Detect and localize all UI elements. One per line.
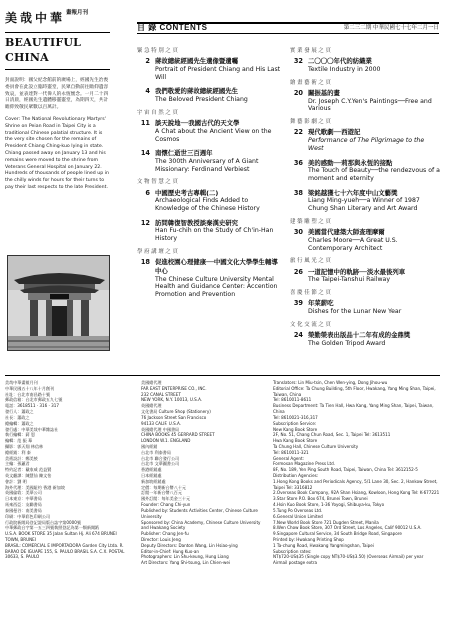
toc-page-number: 22 <box>293 128 303 137</box>
colophon-line: Editor-in-Chief: Hung Kuo-an <box>141 548 200 554</box>
toc-entry-text <box>308 228 440 252</box>
toc-page-number: 30 <box>293 228 303 237</box>
colophon-line: General Agent: <box>273 455 304 461</box>
toc-section-heading: 建 築 雕 塑 之 頁 <box>290 218 331 225</box>
toc-entry[interactable] <box>137 87 282 103</box>
toc-entry-title-zh: 南懷仁逝世三百週年 <box>155 149 213 158</box>
colophon-line: Subscription rates: <box>273 548 312 554</box>
colophon-line: Airmail postage extra <box>273 560 318 566</box>
colophon-line: 定價：每期新台幣八十元 <box>141 484 187 490</box>
colophon-line: Translators: Lin Miu-tsin, Chen Wen-ying, Dong Jihou-wu <box>273 380 388 385</box>
colophon-line: U.S.A. BOOK STORE 35 Jalan Sultan Hj. Ali 674 BRUNEI TOWN, BRUNEI <box>5 531 117 542</box>
toc-entry-text <box>308 159 440 183</box>
toc-entry-title-zh: 榮勤榮表出版品十二年有成的金鼎獎 <box>308 330 411 339</box>
colophon-line: 海外代理：美國紐約 香港 新加坡 <box>5 484 65 490</box>
toc-entry-title-en: The Chinese Culture University Mental Health and Guidance Center: Accention Promotion and Prevention <box>155 275 278 299</box>
toc-entry[interactable] <box>137 149 282 173</box>
colophon-line: 232 CANAL STREET <box>141 391 181 397</box>
colophon-line: Tel: 8610021-316,317 <box>273 414 318 420</box>
colophon-line: Photographers: Lin Shu-keung, Hung Liang <box>141 554 229 560</box>
toc-entry-text <box>155 87 248 103</box>
colophon-line: 印刷：中華彩色印刷公司 <box>5 513 51 519</box>
toc-entry-title-zh: 美國當代建築大師查理摩爾 <box>308 228 385 237</box>
toc-entry[interactable] <box>137 57 282 81</box>
colophon-line: Ta Chung Hall, Chinese Culture University <box>273 443 359 449</box>
toc-entry-title-en: Charles Moore──A Great U.S. Contemporary Architect <box>308 236 398 252</box>
toc-section-heading: 實 業 發 展 之 頁 <box>290 48 331 54</box>
colophon-line: Formosan Magazine Press Ltd. <box>273 461 336 467</box>
toc-section-heading: 文 化 交 流 之 頁 <box>290 321 331 328</box>
toc-entry-text <box>155 119 282 143</box>
masthead-title-zh: 美哉中華 <box>5 11 66 25</box>
toc-entry-text <box>308 57 381 73</box>
toc-page-number: 14 <box>140 149 150 158</box>
colophon-line: FAR EAST ENTERPRISE CO., INC. <box>141 385 207 391</box>
toc-section-heading: 喜 慶 佳 節 之 頁 <box>290 289 331 296</box>
colophon-line: 泰國曼谷：南美書局 <box>5 507 42 513</box>
colophon-line: 主編：孫蕙君 <box>5 461 30 467</box>
toc-entry-title-en: Dishes for the Lunar New Year <box>308 307 402 315</box>
toc-entry-text <box>155 258 282 299</box>
masthead-title-en: BEAUTIFUL CHINA <box>5 32 110 70</box>
toc-section-heading: 緊 急 特 別 之 頁 <box>137 48 178 54</box>
masthead <box>5 10 110 192</box>
cover-caption-en: Cover: The National Revolutionary Martyrs' Shrine on Peian Road in Taipei City is a traditional Chinese palatial structure. It is the very site chosen for the remains of President Chiang Ching-kuo lying in state. Chiang passed away on January 13 and his remains were moved to the shrine from Veterans General Hospital on January 22. Hundreds of thousands of people lined up in the chilly winds for hours for their turns to pay their last respects to the late President. <box>5 116 109 191</box>
toc-entry-title-zh: 年菜薪吃 <box>308 299 334 308</box>
toc-right-column <box>290 42 440 353</box>
toc-entry-title-en: The Golden Tripod Award <box>308 339 386 347</box>
toc-entry-title-zh: 中國歷史考古專輯(二) <box>155 188 219 197</box>
colophon-line: 中華郵政台字第一五三四號執照登記為第一類新聞紙 <box>5 525 100 531</box>
toc-entry-text <box>308 299 401 315</box>
toc-entry-title-en: Portrait of President Chiang and His Last Will <box>155 65 281 81</box>
colophon-line: 中華民國五十八年十月創刊 <box>5 385 55 391</box>
toc-page-number: 2 <box>145 57 150 66</box>
toc-entry-title-zh: 談天說地──我國古代的天文學 <box>155 119 240 128</box>
colophon-line: 郵政信箱：台北市郵政五九七號 <box>5 397 63 403</box>
toc-page-number: 39 <box>293 299 303 308</box>
toc-entry[interactable] <box>290 159 440 183</box>
toc-entry-text <box>155 189 282 213</box>
toc-entry[interactable] <box>137 258 282 299</box>
toc-entry-title-zh: 現代歌劇──西遊記 <box>308 128 361 137</box>
colophon-line: 發行人：蕭政之 <box>5 409 34 415</box>
colophon-line: Sponsored by: China Academy, Chinese Culture University and Hwakang Society <box>141 519 261 531</box>
colophon-line: 9.Singapore Cultural Service, 34 South Bridge Road, Singapore <box>273 531 402 537</box>
colophon-line: BRASIL: COMERCIAL E IMPORTADORA Garden City Ltda. R. BARAO DE IGUAPE 155, S. PAULO BRASIL S.A. C.X. POSTAL 30633, S. PAULO <box>5 542 125 560</box>
toc-entry-title-zh: 美的感動──莉那與永恆的接點 <box>308 158 393 167</box>
colophon-line: Distribution Agencies: <box>273 473 319 478</box>
colophon-line: 94133 CALIF. U.S.A. <box>141 420 181 426</box>
toc-entry-title-en: Archaeological Finds Added to Knowledge of the Chinese History <box>155 197 260 213</box>
colophon-line: Printed by: Hwakang Printing Shop <box>273 536 344 542</box>
toc-entry-text <box>308 89 440 113</box>
colophon-line: 1.Hong Kong Books and Periodicals Agency, 5/1 Lane 30, Sec. 2, Hankow Street, Taipei Tel: 3316812 <box>273 478 438 490</box>
toc-section-heading: 繪 畫 藝 術 之 頁 <box>290 79 331 86</box>
toc-entry-title-en: The Taipei-Tanshui Railway <box>308 276 390 284</box>
toc-entry[interactable] <box>290 228 440 252</box>
toc-entry[interactable] <box>137 119 282 143</box>
toc-entry-title-zh: 訪問韓復智教授談秦漢史研究 <box>155 218 239 227</box>
colophon-line: 英國倫敦：美華公司 <box>5 490 42 496</box>
contents-header <box>137 22 439 34</box>
toc-entry-title-en: Han Fu-chih on the Study of Ch'in-Han History <box>155 227 274 243</box>
toc-page-number: 4 <box>145 87 150 96</box>
toc-entry-title-en: The Beloved President Chiang <box>155 96 248 104</box>
toc-section-heading: 宇 宙 自 然 之 頁 <box>137 109 178 116</box>
toc-entry-text <box>155 57 282 81</box>
toc-page-number: 12 <box>140 218 150 227</box>
contents-title: 目 錄 CONTENTS <box>137 23 208 33</box>
toc-page-number: 36 <box>293 158 303 167</box>
colophon-line: 日本東京：中華書局 <box>5 496 42 502</box>
colophon-line: 會計：劉 明 <box>5 478 27 484</box>
toc-page-number: 11 <box>140 119 150 128</box>
toc-entry-title-zh: 關振基的畫 <box>308 88 340 97</box>
colophon-divider <box>5 375 440 376</box>
colophon-line: 執行編輯：蔣 恩 <box>5 432 35 438</box>
colophon-line: 美術設計：鄭美綾 <box>5 455 38 461</box>
colophon-line: Founder: Chang Chi-yun <box>141 502 191 508</box>
colophon-line: 4.Hsin Kuo Book Store, 1-36 Yoyogi, Shibuya-ku, Tokyo <box>273 502 385 508</box>
colophon-line: 台北市 文華圖書公司 <box>141 461 180 467</box>
toc-entry[interactable] <box>290 89 440 113</box>
colophon-line: 國內經銷 <box>141 443 158 449</box>
colophon-line: 社址：台北市南昌路十號 <box>5 391 51 397</box>
colophon-line: 76 Jackson Street San Francisco <box>141 414 207 420</box>
toc-entry-text <box>308 331 410 347</box>
colophon-line: Tel: 8610011-8611 <box>273 397 312 403</box>
toc-entry[interactable] <box>290 128 440 152</box>
colophon-line: Editorial Office: Ta Chung Building, 5th Floor, Hwakang, Yang Ming Shan, Taipei, Taiwan, China <box>273 385 436 397</box>
toc-section-heading: 學 府 講 壇 之 頁 <box>137 248 178 255</box>
colophon-line: 攝影：郭天翔 林信林 <box>5 443 44 449</box>
colophon-line: 3.Star Store P.O. Box 674, Brunei Town, Brunei <box>273 496 368 502</box>
colophon-middle <box>141 380 264 566</box>
toc-entry-title-zh: 一道記憶中的軌跡──淡水最後列車 <box>308 267 406 276</box>
colophon-line: 美哉中華畫報月刊 <box>5 380 38 385</box>
colophon-line: Business Department: Ta Tien Hall, Hwa Kang, Yang Ming Shan, Taipei, Taiwan, China <box>273 403 434 415</box>
toc-entry-title-zh: 梁銘越獲七十六年度中山文藝獎 <box>308 188 398 197</box>
toc-page-number: 32 <box>293 57 303 66</box>
toc-entry-title-zh: 二〇〇〇年代的紡織業 <box>308 57 372 66</box>
toc-entry-text <box>308 189 440 213</box>
colophon-line: 國外訂閱：每年美金三十元 <box>141 496 191 502</box>
colophon-line: 社長：蕭政之 <box>5 414 30 420</box>
colophon-line: 行政院新聞局登記證局版台誌字第0000號 <box>5 519 81 525</box>
colophon-line: 英文翻譯：陳慧仙 陳文怡 <box>5 473 52 478</box>
toc-entry-text <box>155 149 282 173</box>
toc-entry-title-en: Liang Ming-yueh──a Winner of 1987 Chung Shan Literary and Art Award <box>308 197 420 213</box>
toc-entry-title-en: The Touch of Beauty──the rendezvous of a moment and eternity <box>308 167 440 182</box>
colophon-line: New Kang Book Store <box>273 426 318 432</box>
colophon-line: CHINA BOOKS 45 GERRARD STREET <box>141 432 215 438</box>
toc-entry-title-zh: 我們敬愛的蔣故總統經國先生 <box>155 87 239 96</box>
colophon-line: Publisher: Chang Jen-fu <box>141 531 189 537</box>
colophon-line: 6.General Union Limited <box>273 513 323 519</box>
toc-entry[interactable] <box>290 57 440 73</box>
colophon-line: 電話：3618511 · 316 · 317 <box>5 403 59 409</box>
shrine-photo <box>7 255 110 351</box>
toc-entry-title-en: Textile Industry in 2000 <box>308 65 381 73</box>
colophon-line: 美國總代理 <box>141 380 162 385</box>
toc-page-number: 24 <box>293 330 303 339</box>
colophon-line: 7.New World Book Store 721 Dugden Street, Manila <box>273 519 379 525</box>
colophon-right <box>273 380 440 566</box>
colophon-line: 總編輯：蕭政之 <box>5 420 34 426</box>
colophon-line: 2.Overseas Book Company, 92A Shan Hsiang, Kowloon, Hong Kong Tel: K-677221 <box>273 490 440 496</box>
toc-entry[interactable] <box>290 299 440 315</box>
toc-entry[interactable] <box>137 219 282 243</box>
toc-entry[interactable] <box>290 189 440 213</box>
colophon-line: 特約記者：戴家威 范益賢 <box>5 467 52 473</box>
toc-page-number: 18 <box>140 258 150 267</box>
colophon-line: Deputy Directors: Danton Wang, Lin Hsiao-ying <box>141 542 238 548</box>
colophon-line: 台北市 利泰書局 <box>141 449 171 455</box>
colophon-line: Art Directors: Yang Shi-tsung, Lin Chien-wei <box>141 560 231 566</box>
toc-entry[interactable] <box>290 331 440 347</box>
colophon-line: Tel: 8610011-321 <box>273 449 309 455</box>
colophon-line: 8F, No. 189, Yen Ping South Road, Taipei, Taiwan, China Tel: 3612152-5 <box>273 467 418 473</box>
toc-entry-text <box>308 128 440 152</box>
toc-page-number: 38 <box>293 188 303 197</box>
colophon-line: 文化書局 Culture Shop (Stationery) <box>141 409 211 415</box>
colophon-line: 2F, No. 51, Chang Chun Road, Sec. 1, Taipei Tel: 3613511 <box>273 432 391 438</box>
colophon-line: 香港經銷處 <box>141 467 162 473</box>
issue-info: 第二三二期 中華民國七十七年二月一日 <box>343 24 439 31</box>
colophon-line: 總經銷：利 泰 <box>5 449 31 455</box>
colophon-line: NT$720-US$35 (Single copy NT$70-US$3.50) (Overseas Airmail) per year <box>273 554 424 560</box>
colophon-line: 1 Ta-chung Road, Hwakang Yangmingshan, Taipei <box>273 542 374 548</box>
toc-section-heading: 文 物 智 慧 之 頁 <box>137 179 178 186</box>
colophon-line: LONDON W.1. ENGLAND <box>141 438 191 444</box>
colophon-line: NEW YORK, N.Y. 10013, U.S.A. <box>141 397 203 403</box>
colophon-line: Director: Louis Jeng <box>141 536 181 542</box>
toc-left-column <box>137 42 282 305</box>
colophon-line: 訂閱一年新台幣八百元 <box>141 490 182 496</box>
colophon-line: 發行處：中華美哉中華雜誌社 <box>5 426 59 432</box>
colophon-line: 5.Tung Po Overseas Ltd. <box>273 507 323 513</box>
toc-entry-text <box>308 268 405 284</box>
masthead-subtitle-zh: 畫報月刊 <box>66 10 89 16</box>
toc-page-number: 20 <box>293 88 303 97</box>
toc-entry-title-zh: 促進校園心理健康──中國文化大學學生輔導中心 <box>155 258 278 275</box>
toc-entry[interactable] <box>290 268 440 284</box>
toc-entry[interactable] <box>137 189 282 213</box>
colophon-line: 新加坡經銷處 <box>141 478 166 484</box>
colophon-line: 英國總代理 <box>141 403 162 409</box>
colophon-line: Hwa Kang Book Store <box>273 438 318 444</box>
toc-section-heading: 旅 行 風 光 之 頁 <box>290 258 331 265</box>
toc-entry-title-en: A Chat about the Ancient View on the Cosmos <box>155 127 272 143</box>
toc-section-heading: 舞 藝 影 劇 之 頁 <box>290 119 331 126</box>
colophon-left <box>5 380 130 560</box>
toc-page-number: 26 <box>293 267 303 276</box>
colophon-line: 英國總代理 中國書局 <box>141 426 180 432</box>
toc-page-number: 6 <box>145 188 150 197</box>
toc-entry-text <box>155 219 282 243</box>
shrine-gate-illustration <box>8 256 110 351</box>
colophon-line: 編輯：范 振 葦 <box>5 438 33 444</box>
colophon-line: 日本經銷處 <box>141 473 162 478</box>
colophon-line: 8.Wen Chow Book Store, 307 Ord Street, Los Angeles, Calif 90012 U.S.A. <box>273 525 422 531</box>
colophon-line: 馬來西亞：友聯書局 <box>5 502 42 508</box>
toc-entry-title-zh: 蔣故總統經國先生遺像暨遺囑 <box>155 57 239 66</box>
colophon-line: Subscription Service: <box>273 420 317 426</box>
colophon-line: Published by: Students Activities Center, Chinese Culture University <box>141 507 258 519</box>
toc-entry-title-en: The 300th Anniversary of A Giant Missionary: Ferdinand Verbiest <box>155 157 259 173</box>
colophon-line: 台北市 聯合發行公司 <box>141 455 180 461</box>
toc-entry-title-en: Dr. Joseph C.Y.Yen's Paintings──Free and Various <box>308 97 432 113</box>
cover-caption-zh: 封面說明：國父紀念館前的廣場上，經國先生治喪委員會在此設立臨時靈堂，民眾自動前往瞻仰遺容致哀，並表達對一代偉人的永恆懷念。一月二十四日清晨，經國先生遺體移靈靈堂，為期四天，共計瞻仰致敬民眾數以百萬計。 <box>5 77 109 111</box>
toc-entry-title-en: Performance of The Pilgrimage to the West <box>308 137 425 152</box>
